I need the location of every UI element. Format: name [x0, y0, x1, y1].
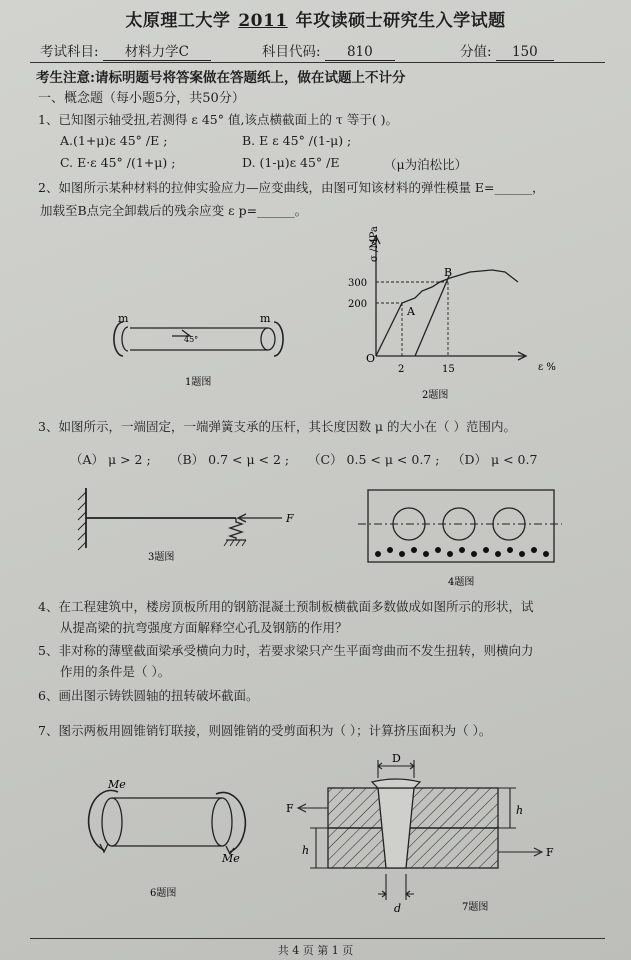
- label-h1: h: [516, 804, 524, 817]
- force-left-label: F: [286, 802, 294, 815]
- exam-year: 2011: [238, 11, 288, 31]
- figure-2-caption: 2题图: [422, 390, 449, 401]
- y-axis-label: σ /MPa: [369, 226, 380, 262]
- q3-option-c: （C） 0.5 < μ < 0.7 ;: [308, 452, 440, 467]
- q6-text: 6、画出图示铸铁圆轴的扭转破坏截面。: [38, 688, 259, 703]
- figure-6-caption: 6题图: [150, 888, 177, 899]
- figure-7-caption: 7题图: [462, 902, 489, 913]
- figure-3-caption: 3题图: [148, 552, 175, 563]
- subject-value: 材料力学C: [103, 40, 211, 61]
- school-name: 太原理工大学: [125, 11, 231, 31]
- label-D: D: [392, 752, 401, 765]
- tick-origin: O: [366, 352, 376, 365]
- force-right-label: F: [546, 846, 554, 859]
- subject-label: 考试科目:: [40, 44, 99, 60]
- score-value: 150: [496, 44, 554, 61]
- dim-h1-ext: [498, 788, 516, 828]
- q5-line2: 作用的条件是（ ）。: [60, 664, 171, 679]
- q1-text: 1、已知图示轴受扭,若测得 ε 45° 值,该点横截面上的 τ 等于( )。: [38, 112, 399, 127]
- notice-text: 考生注意:请标明题号将答案做在答题纸上，做在试题上不计分: [36, 70, 406, 86]
- page-footer: 共 4 页 第 1 页: [277, 944, 354, 957]
- tick-200: 200: [348, 299, 368, 310]
- point-b-label: B: [444, 266, 453, 279]
- point-a-label: A: [407, 305, 415, 318]
- q1-option-c: C. E·ε 45° /(1+μ) ;: [60, 155, 176, 170]
- x-axis-label: ε %: [538, 362, 556, 373]
- dim-h2-ext: [310, 828, 328, 868]
- q2-line2: 加载至B点完全卸载后的残余应变 ε p=______。: [40, 203, 308, 218]
- label-h2: h: [302, 844, 310, 857]
- moment-label-top: Me: [108, 778, 126, 791]
- q1-note: （μ为泊松比）: [384, 157, 468, 172]
- tick-15: 15: [442, 364, 455, 375]
- code-label: 科目代码:: [262, 44, 321, 60]
- code-value: 810: [325, 44, 395, 61]
- q4-line1: 4、在工程建筑中，楼房顶板所用的钢筋混凝土预制板横截面多数做成如图所示的形状，试: [38, 599, 534, 614]
- q4-line2: 从提高梁的抗弯强度方面解释空心孔及钢筋的作用？: [60, 620, 348, 635]
- q7-text: 7、图示两板用圆锥销钉联接，则圆锥销的受剪面积为（ ）；计算挤压面积为（ ）。: [38, 723, 492, 738]
- bottom-plate: [328, 828, 498, 868]
- dim-d-ext: [386, 874, 406, 900]
- moment-label-bottom: Me: [222, 852, 240, 865]
- q5-line1: 5、非对称的薄壁截面梁承受横向力时，若要求梁只产生平面弯曲而不发生扭转，则横向力: [38, 643, 534, 658]
- q1-option-a: A.(1+μ)ε 45° /E ;: [60, 133, 168, 148]
- tick-300: 300: [348, 278, 368, 289]
- angle-label: 45°: [184, 335, 199, 344]
- q2-line1: 2、如图所示某种材料的拉伸实验应力—应变曲线，由图可知该材料的弹性模量 E=______，: [38, 180, 545, 195]
- title-rest: 年攻读硕士研究生入学试题: [295, 11, 506, 31]
- torque-label-m2: m: [260, 312, 271, 325]
- torque-label-m1: m: [118, 312, 129, 325]
- label-d: d: [394, 902, 402, 915]
- tick-2: 2: [398, 364, 405, 375]
- pin-head: [372, 779, 420, 788]
- score-label: 分值:: [460, 44, 492, 60]
- force-label: F: [286, 512, 294, 525]
- q3-option-a: （A） μ > 2 ;: [70, 452, 151, 467]
- q3-option-d: （D） μ < 0.7: [452, 452, 538, 467]
- figure-1-caption: 1题图: [185, 377, 212, 388]
- figure-4-caption: 4题图: [448, 577, 475, 588]
- q3-text: 3、如图所示，一端固定，一端弹簧支承的压杆，其长度因数 μ 的大小在（ ）范围内。: [38, 419, 516, 434]
- q1-option-d: D. (1-μ)ε 45° /E: [242, 155, 340, 170]
- footer-rule: [30, 938, 605, 939]
- q3-option-b: （B） 0.7 < μ < 2 ;: [170, 452, 290, 467]
- section-heading: 一、概念题（每小题5分，共50分）: [38, 91, 245, 106]
- q1-option-b: B. E ε 45° /(1-μ) ;: [242, 133, 352, 148]
